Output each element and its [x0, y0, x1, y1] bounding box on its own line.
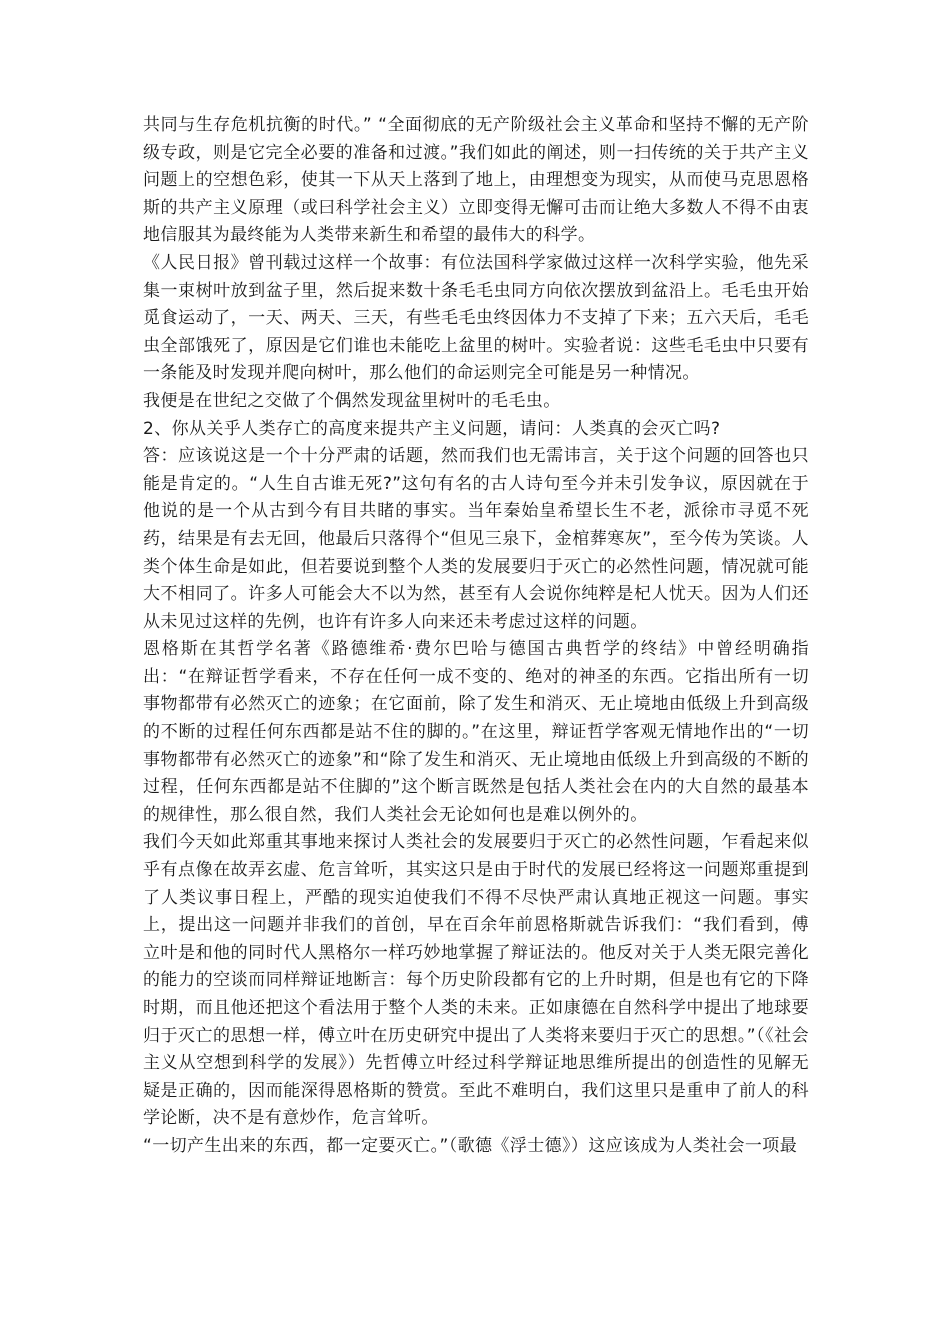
paragraph-2: 《人民日报》曾刊载过这样一个故事：有位法国科学家做过这样一次科学实验，他先采集一束树叶放到盆子里，然后捉来数十条毛毛虫同方向依次摆放到盆沿上。毛毛虫开始觅食运动了，一天、两天、三天，有些毛毛虫终因体力不支掉了下来；五六天后，毛毛虫全部饿死了，原因是它们谁也未能吃上盆里的树叶。实验者说：这些毛毛虫中只要有一条能及时发现并爬向树叶，那么他们的命运则完全可能是另一种情况。 — [143, 252, 809, 384]
answer-paragraph: 答：应该说这是一个十分严肃的话题，然而我们也无需讳言，关于这个问题的回答也只能是肯定的。“人生自古谁无死?”这句有名的古人诗句至今并未引发争议，原因就在于他说的是一个从古到今有目共睹的事实。当年秦始皇希望长生不老，派徐市寻觅不死药，结果是有去无回，他最后只落得个“但见三泉下，金棺葬寒灰”，至今传为笑谈。人类个体生命是如此，但若要说到整个人类的发展要归于灭亡的必然性问题，情况就可能大不相同了。许多人可能会大不以为然，甚至有人会说你纯粹是杞人忧天。因为人们还从未见过这样的先例，也许有许多人向来还未考虑过这样的问题。 — [143, 446, 809, 632]
paragraph-goethe: “一切产生出来的东西，都一定要灭亡。”（歌德《浮士德》）这应该成为人类社会一项最 — [143, 1135, 798, 1156]
paragraph-1: 共同与生存危机抗衡的时代。” “全面彻底的无产阶级社会主义革命和坚持不懈的无产阶级专政，则是它完全必要的准备和过渡。”我们如此的阐述，则一扫传统的关于共产主义问题上的空想色彩，使其一下从天上落到了地上，由理想变为现实，从而使马克思恩格斯的共产主义原理（或曰科学社会主义）立即变得无懈可击而让绝大多数人不得不由衷地信服其为最终能为人类带来新生和希望的最伟大的科学。 — [143, 115, 809, 246]
paragraph-3: 我便是在世纪之交做了个偶然发现盆里树叶的毛毛虫。 — [143, 390, 561, 411]
paragraph-engels-quote: 恩格斯在其哲学名著《路德维希·费尔巴哈与德国古典哲学的终结》中曾经明确指出：“在辩证哲学看来，不存在任何一成不变的、绝对的神圣的东西。它指出所有一切事物都带有必然灭亡的迹象；在它面前，除了发生和消灭、无止境地由低级上升到高级的不断的过程任何东西都是站不住的脚的。”在这里，辩证哲学客观无情地作出的“一切事物都带有必然灭亡的迹象”和“除了发生和消灭、无止境地由低级上升到高级的不断的过程，任何东西都是站不住脚的”这个断言既然是包括人类社会在内的大自然的最基本的规律性，那么很自然，我们人类社会无论如何也是难以例外的。 — [143, 639, 809, 825]
question-2: 2、你从关乎人类存亡的高度来提共产主义问题，请问：人类真的会灭亡吗? — [143, 418, 721, 439]
paragraph-fourier: 我们今天如此郑重其事地来探讨人类社会的发展要归于灭亡的必然性问题，乍看起来似乎有点像在故弄玄虚、危言耸听，其实这只是由于时代的发展已经将这一问题郑重提到了人类议事日程上，严酷的现实迫使我们不得不尽快严肃认真地正视这一问题。事实上，提出这一问题并非我们的首创，早在百余年前恩格斯就告诉我们：“我们看到，傅立叶是和他的同时代人黑格尔一样巧妙地掌握了辩证法的。他反对关于人类无限完善化的能力的空谈而同样辩证地断言：每个历史阶段都有它的上升时期，但是也有它的下降时期，而且他还把这个看法用于整个人类的未来。正如康德在自然科学中提出了地球要归于灭亡的思想一样，傅立叶在历史研究中提出了人类将来要归于灭亡的思想。”（《社会主义从空想到科学的发展》）先哲傅立叶经过科学辩证地思维所提出的创造性的见解无疑是正确的，因而能深得恩格斯的赞赏。至此不难明白，我们这里只是重申了前人的科学论断，决不是有意炒作，危言耸听。 — [143, 832, 809, 1129]
document-body — [143, 112, 809, 1161]
